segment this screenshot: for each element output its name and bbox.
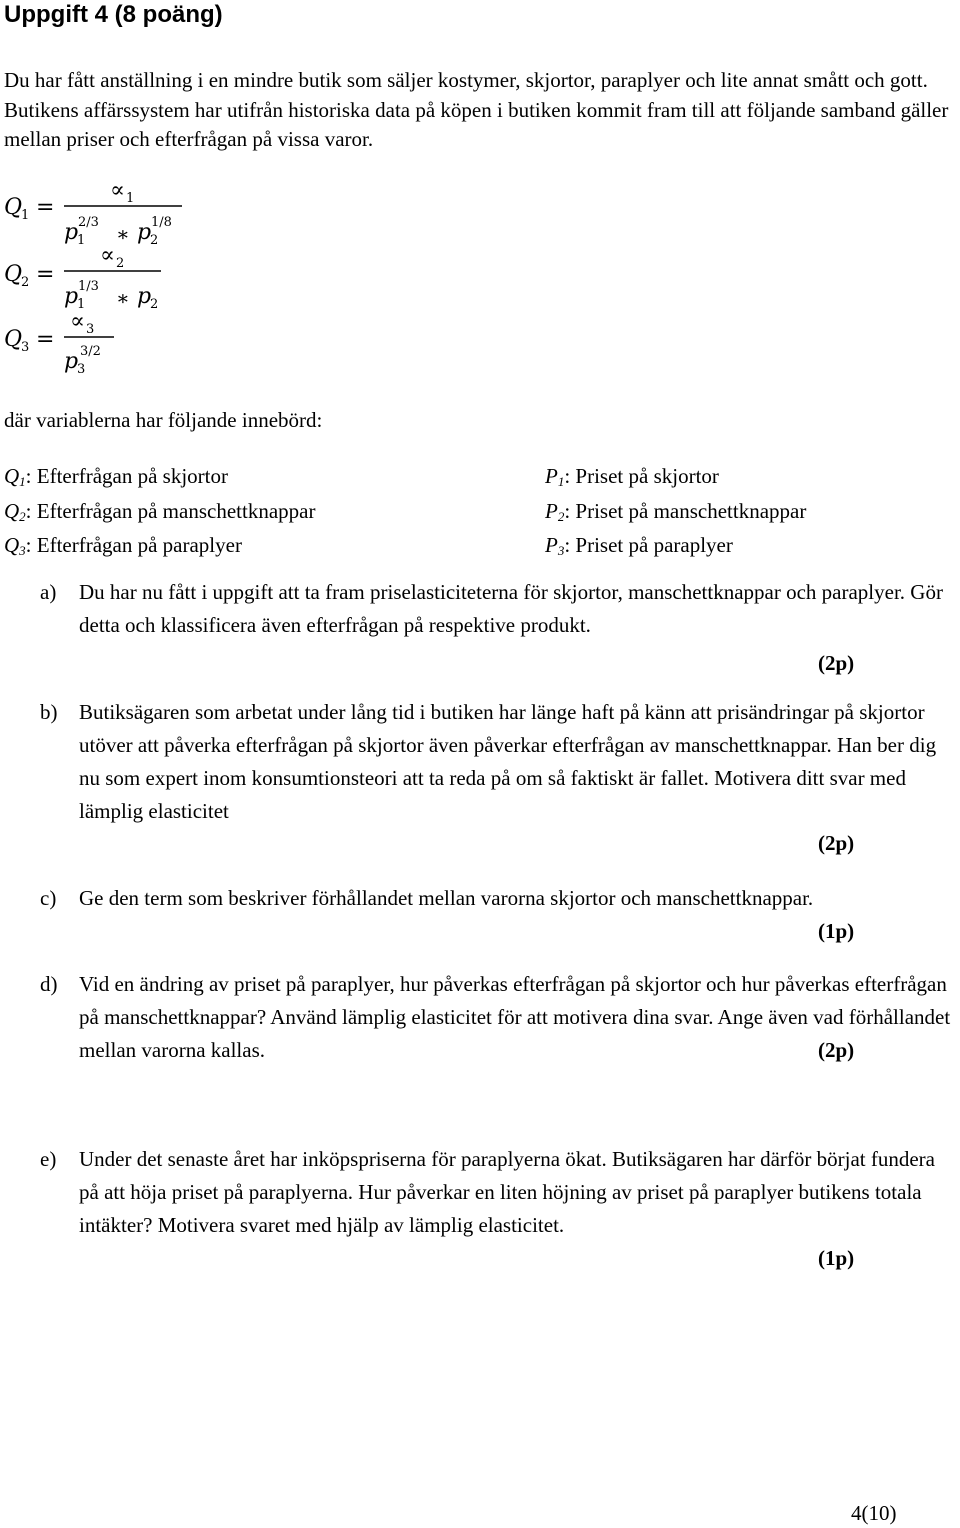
intro-paragraph [4, 66, 956, 155]
eq1-lhs-sub: 1 [21, 208, 30, 223]
variable-q2 [4, 497, 315, 532]
eq2-lhs: Q [4, 262, 23, 287]
eq2-den-base-1: p [64, 284, 79, 309]
var-description: : Priset på manschettknappar [564, 498, 807, 523]
variable-p1 [545, 462, 806, 497]
var-description: : Efterfrågan på skjortor [25, 464, 229, 488]
eq3-lhs: Q [4, 327, 23, 352]
var-symbol: Q [4, 464, 20, 488]
question-d-points: (2p) [818, 1038, 855, 1062]
eq2-num: ∝ [100, 243, 115, 268]
eq2-equals: = [36, 262, 55, 287]
eq3-equals: = [36, 327, 55, 352]
eq1-den-sub-2: 2 [150, 233, 159, 248]
eq2-num-sub: 2 [116, 256, 125, 271]
equation-q1 [4, 178, 224, 248]
var-symbol: P [545, 533, 558, 557]
var-subscript: 1 [19, 474, 26, 489]
var-symbol: Q [4, 533, 20, 557]
var-subscript: 3 [19, 543, 26, 558]
equation-q2 [4, 241, 224, 312]
question-text: Du har nu fått i uppgift att ta fram priselasticiteterna för skjortor, manschettknappar och paraplyer. Gör detta och klassificera även efterfrågan på respektive produkt. [79, 580, 943, 637]
var-description: : Efterfrågan på paraplyer [25, 533, 242, 557]
variables-right-list [545, 462, 806, 566]
eq1-num: ∝ [110, 178, 125, 203]
eq1-den-op: ∗ [116, 222, 130, 246]
eq3-den-sub-1: 3 [77, 362, 86, 377]
equation-q2-svg [4, 241, 224, 311]
eq2-den-sup-1: 1/3 [78, 279, 99, 294]
question-text: Vid en ändring av priset på paraplyer, hur påverkas efterfrågan på skjortor och hur påverkas efterfrågan på manschettknappar? Använd lämplig elasticitet för att motivera dina svar. Ange även vad förhållandet mellan varorna kallas. [79, 972, 951, 1062]
var-symbol: P [545, 498, 558, 523]
question-label: a) [40, 580, 57, 604]
variable-p2 [545, 497, 806, 532]
eq2-den-op: ∗ [116, 286, 130, 310]
variable-q1 [4, 462, 315, 497]
eq3-num: ∝ [70, 309, 85, 334]
variables-left-list [4, 462, 315, 566]
variables-intro: där variablerna har följande innebörd: [4, 408, 323, 432]
question-label: d) [40, 972, 58, 996]
equation-q1-svg [4, 178, 224, 248]
question-text: Ge den term som beskriver förhållandet mellan varorna skjortor och manschettknappar. [79, 886, 814, 910]
question-e [40, 1143, 958, 1242]
eq1-den-base-1: p [64, 220, 79, 245]
var-subscript: 1 [557, 474, 565, 489]
var-subscript: 2 [557, 508, 565, 524]
eq2-lhs-sub: 2 [21, 275, 30, 290]
eq1-equals: = [36, 195, 55, 220]
question-c-points: (1p) [818, 919, 855, 943]
question-label: e) [40, 1147, 57, 1171]
eq2-den-sub-2: 2 [150, 297, 159, 312]
eq1-den-base-2: p [137, 220, 152, 245]
question-c [40, 882, 958, 915]
question-text: Under det senaste året har inköpspriserna för paraplyerna ökat. Butiksägaren har därför börjat fundera på att höja priset på paraplyerna. Hur påverkar en liten höjning av priset på paraplyer butikens totala intäkter? Motivera svaret med hjälp av lämplig elasticitet. [79, 1147, 935, 1237]
eq1-den-sup-2: 1/8 [151, 215, 172, 230]
equation-q3-svg [4, 306, 224, 376]
eq3-lhs-sub: 3 [21, 340, 30, 355]
question-a [40, 576, 958, 642]
eq3-den-sup-1: 3/2 [80, 344, 101, 359]
eq1-num-sub: 1 [126, 191, 135, 206]
eq2-den-sub-1: 1 [77, 297, 86, 312]
question-text: Butiksägaren som arbetat under lång tid i butiken har länge haft på känn att prisändringar på skjortor utöver att påverka efterfrågan på skjortor även påverkar efterfrågan av manschettknappar. Han ber dig nu som expert inom konsumtionsteori att ta reda på om så faktiskt är fallet. Motivera ditt svar med lämplig elasticitet [79, 700, 937, 823]
var-subscript: 3 [557, 543, 565, 558]
var-description: : Efterfrågan på manschettknappar [25, 498, 316, 523]
eq1-den-sub-1: 1 [77, 233, 86, 248]
intro-text: Du har fått anställning i en mindre butik som säljer kostymer, skjortor, paraplyer och lite annat smått och gott. Butikens affärssystem har utifrån historiska data på köpen i butiken kommit fram till att följande samband gäller mellan priser och efterfrågan på vissa varor. [4, 68, 949, 151]
question-e-points: (1p) [818, 1246, 855, 1270]
equation-q3 [4, 306, 224, 377]
var-subscript: 2 [19, 508, 26, 524]
eq3-den-base-1: p [64, 349, 79, 374]
var-symbol: Q [4, 498, 20, 523]
eq1-den-sup-1: 2/3 [78, 215, 99, 230]
question-a-points: (2p) [818, 651, 855, 675]
var-symbol: P [545, 464, 558, 488]
var-description: : Priset på paraplyer [564, 533, 733, 557]
question-b-points: (2p) [818, 831, 855, 855]
page-number: 4(10) [851, 1501, 897, 1525]
eq3-num-sub: 3 [86, 322, 95, 337]
task-heading: Uppgift 4 (8 poäng) [4, 1, 223, 28]
var-description: : Priset på skjortor [564, 464, 719, 488]
variable-q3 [4, 531, 315, 566]
eq2-den-base-2: p [137, 284, 152, 309]
question-label: b) [40, 700, 58, 724]
variable-p3 [545, 531, 806, 566]
question-b [40, 696, 958, 828]
question-label: c) [40, 886, 57, 910]
eq1-lhs: Q [4, 195, 23, 220]
